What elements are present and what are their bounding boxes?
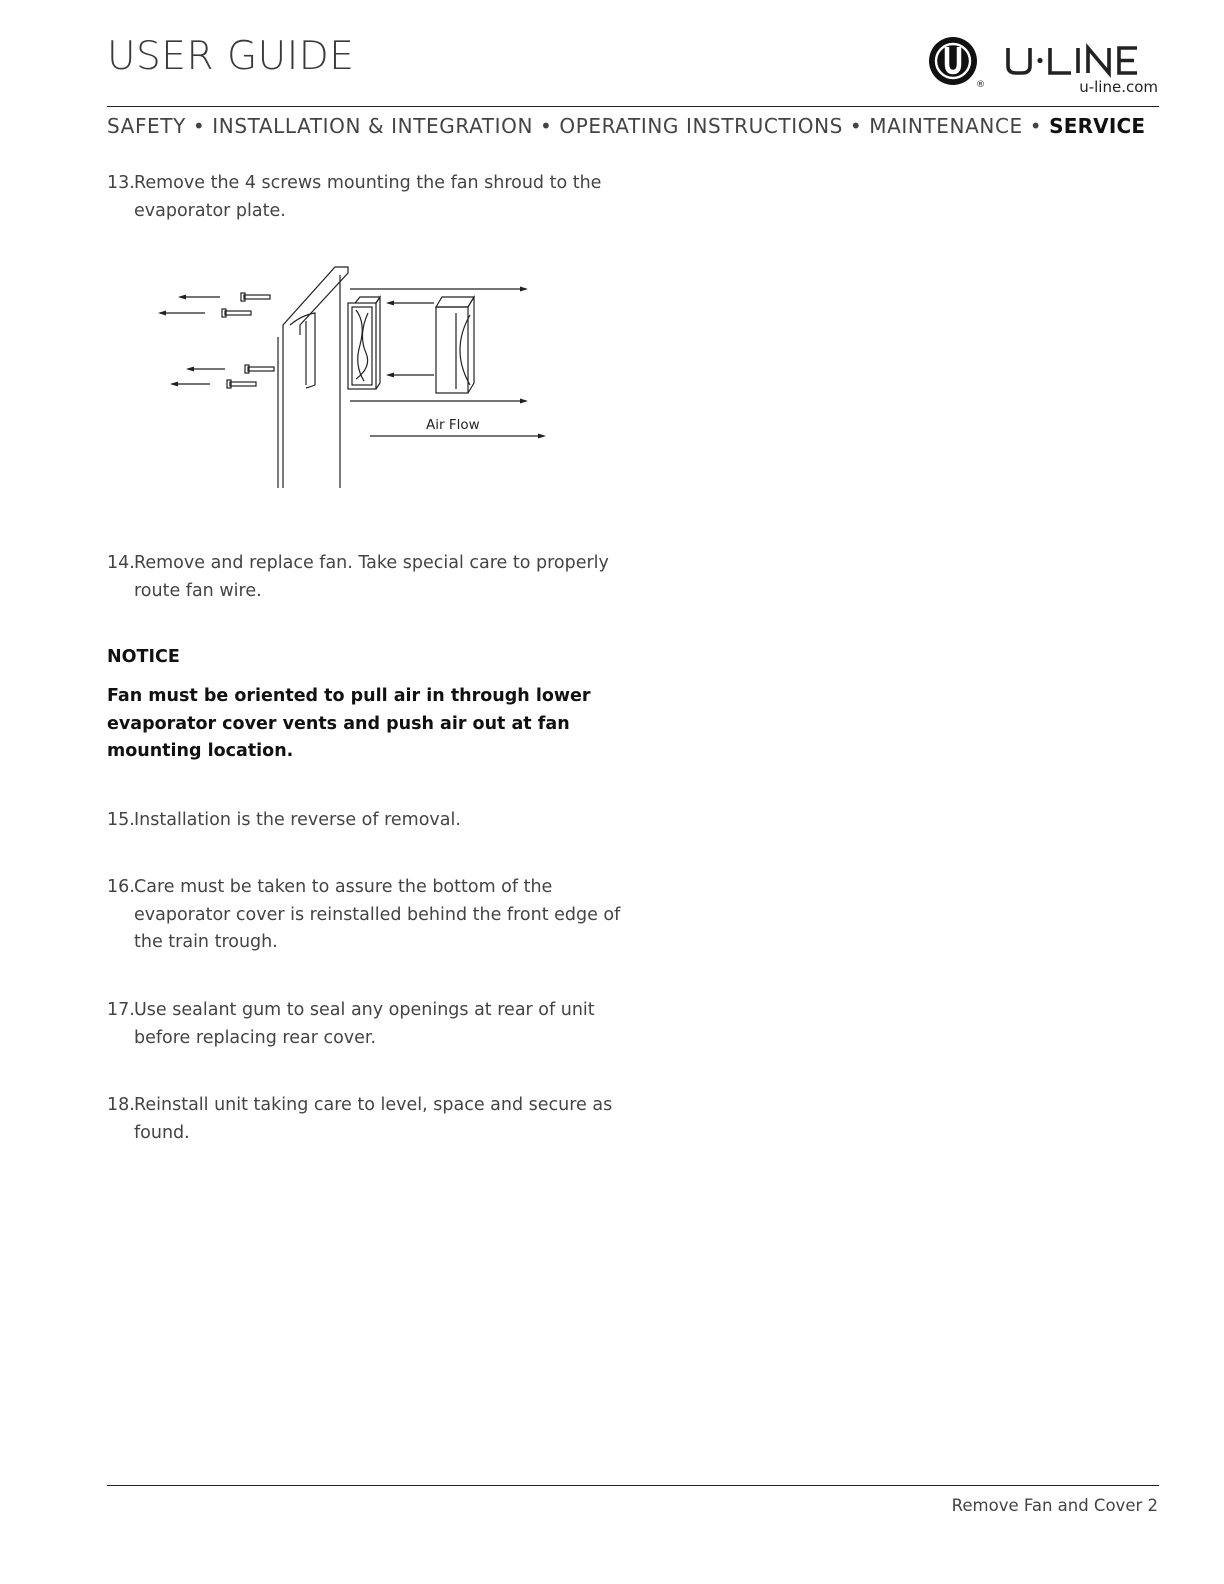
svg-text:®: ® [976, 80, 985, 90]
screw-icon [241, 293, 270, 301]
screw-icon [227, 380, 256, 388]
nav-item-operating[interactable]: OPERATING INSTRUCTIONS [559, 114, 843, 138]
step-text: Reinstall unit taking care to level, space and secure as found. [134, 1095, 613, 1143]
step-number: 13. [107, 173, 135, 193]
screw-icon [222, 309, 251, 317]
step-13 [107, 170, 627, 225]
step-number: 17. [107, 1000, 135, 1020]
nav-separator: • [849, 114, 863, 138]
nav-separator: • [1029, 114, 1043, 138]
nav-item-service[interactable]: SERVICE [1049, 114, 1146, 138]
step-number: 14. [107, 553, 135, 573]
nav-separator: • [192, 114, 206, 138]
notice-heading: NOTICE [107, 647, 180, 667]
footer-divider [107, 1485, 1159, 1486]
website-link[interactable]: u-line.com [1079, 78, 1158, 96]
step-text: Use sealant gum to seal any openings at rear of unit before replacing rear cover. [134, 1000, 595, 1048]
notice-body: Fan must be oriented to pull air in through lower evaporator cover vents and push air out at fan mounting location. [107, 686, 591, 761]
fan-icon [348, 297, 380, 389]
step-16 [107, 874, 627, 957]
step-text: Remove and replace fan. Take special care to properly route fan wire. [134, 553, 609, 601]
step-text: Remove the 4 screws mounting the fan shroud to the evaporator plate. [134, 173, 602, 221]
step-text: Installation is the reverse of removal. [134, 810, 461, 830]
header-divider [107, 106, 1159, 107]
fan-diagram-svg [150, 255, 560, 495]
nav-item-safety[interactable]: SAFETY [107, 114, 186, 138]
step-number: 15. [107, 810, 135, 830]
step-text: Care must be taken to assure the bottom of the evaporator cover is reinstalled behind the front edge of the train trough. [134, 877, 621, 952]
airflow-label: Air Flow [426, 417, 480, 433]
page-title: USER GUIDE [107, 34, 355, 79]
page-footer: Remove Fan and Cover 2 [951, 1496, 1158, 1515]
fan-removal-diagram [150, 255, 560, 495]
step-number: 16. [107, 877, 135, 897]
nav-item-installation[interactable]: INSTALLATION & INTEGRATION [212, 114, 534, 138]
nav-separator: • [540, 114, 553, 138]
step-18 [107, 1092, 627, 1147]
step-14 [107, 550, 627, 605]
step-15 [107, 807, 627, 835]
screw-icon [245, 365, 274, 373]
fan-shroud [436, 297, 474, 393]
evaporator-plate [278, 267, 348, 488]
step-number: 18. [107, 1095, 135, 1115]
nav-item-maintenance[interactable]: MAINTENANCE [869, 114, 1023, 138]
section-nav [107, 114, 1159, 138]
step-17 [107, 997, 627, 1052]
